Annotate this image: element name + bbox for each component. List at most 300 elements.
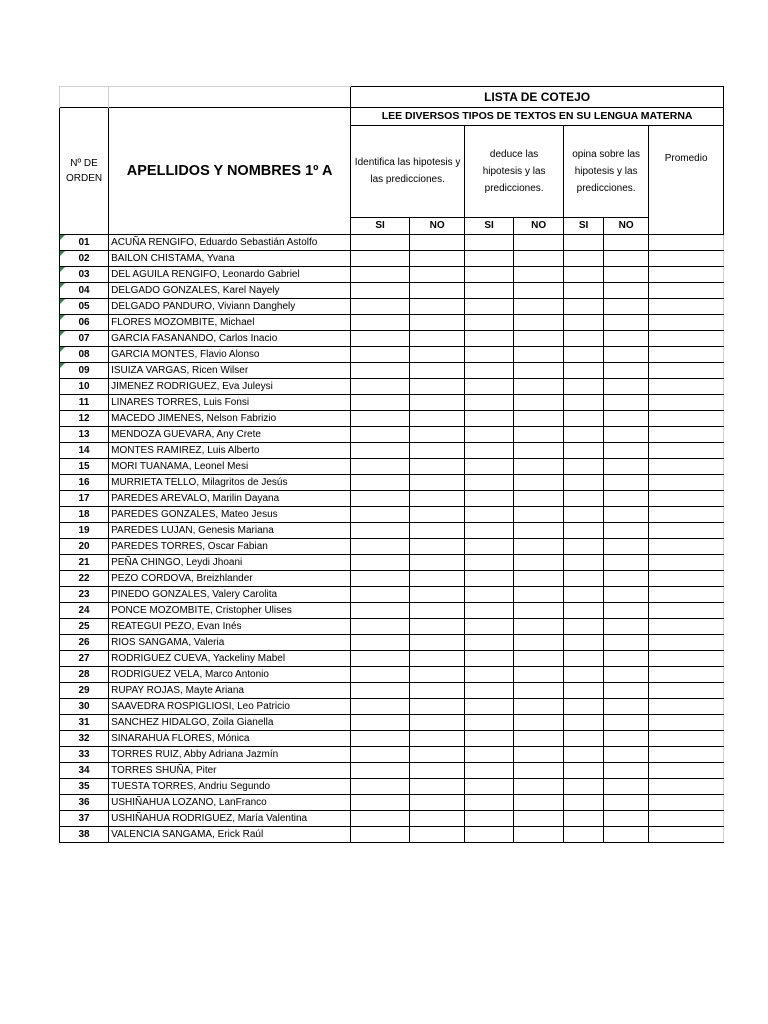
student-name: GARCIA FASANANDO, Carlos Inacio — [109, 331, 351, 347]
promedio-cell[interactable] — [649, 603, 724, 619]
opina-no-cell[interactable] — [604, 651, 649, 667]
opina-si-cell[interactable] — [564, 747, 604, 763]
promedio-cell[interactable] — [649, 267, 724, 283]
opina-no-cell[interactable] — [604, 507, 649, 523]
promedio-cell[interactable] — [649, 811, 724, 827]
deduce-no-cell[interactable] — [514, 795, 564, 811]
deduce-si-cell[interactable] — [465, 715, 514, 731]
row-number: 08 — [60, 347, 109, 363]
opina-si-cell[interactable] — [564, 267, 604, 283]
opina-no-cell[interactable] — [604, 571, 649, 587]
opina-si-cell[interactable] — [564, 443, 604, 459]
deduce-si-cell[interactable] — [465, 763, 514, 779]
deduce-no-cell[interactable] — [514, 715, 564, 731]
identifica-si-cell[interactable] — [351, 827, 410, 843]
opina-si-cell[interactable] — [564, 411, 604, 427]
identifica-no-cell[interactable] — [410, 507, 465, 523]
deduce-si-cell[interactable] — [465, 267, 514, 283]
identifica-no-cell[interactable] — [410, 491, 465, 507]
deduce-si-cell[interactable] — [465, 443, 514, 459]
opina-si-cell[interactable] — [564, 571, 604, 587]
identifica-si-cell[interactable] — [351, 523, 410, 539]
deduce-si-cell[interactable] — [465, 283, 514, 299]
identifica-no-cell[interactable] — [410, 699, 465, 715]
opina-si-cell[interactable] — [564, 827, 604, 843]
identifica-no-cell[interactable] — [410, 267, 465, 283]
promedio-cell[interactable] — [649, 379, 724, 395]
identifica-si-cell[interactable] — [351, 555, 410, 571]
identifica-no-cell[interactable] — [410, 603, 465, 619]
identifica-si-cell[interactable] — [351, 411, 410, 427]
identifica-si-cell[interactable] — [351, 683, 410, 699]
opina-si-cell[interactable] — [564, 795, 604, 811]
identifica-no-cell[interactable] — [410, 235, 465, 251]
opina-si-cell[interactable] — [564, 699, 604, 715]
promedio-cell[interactable] — [649, 523, 724, 539]
promedio-cell[interactable] — [649, 491, 724, 507]
opina-si-cell[interactable] — [564, 251, 604, 267]
opina-no-cell[interactable] — [604, 715, 649, 731]
opina-si-cell[interactable] — [564, 651, 604, 667]
sheet-title: LISTA DE COTEJO — [351, 87, 724, 108]
promedio-cell[interactable] — [649, 619, 724, 635]
deduce-no-cell[interactable] — [514, 555, 564, 571]
deduce-no-cell[interactable] — [514, 251, 564, 267]
identifica-no-cell[interactable] — [410, 411, 465, 427]
identifica-no-cell[interactable] — [410, 763, 465, 779]
row-number: 07 — [60, 331, 109, 347]
opina-si-cell[interactable] — [564, 555, 604, 571]
deduce-no-cell[interactable] — [514, 427, 564, 443]
promedio-cell[interactable] — [649, 587, 724, 603]
deduce-si-cell[interactable] — [465, 555, 514, 571]
identifica-si-cell[interactable] — [351, 603, 410, 619]
promedio-cell[interactable] — [649, 667, 724, 683]
deduce-no-cell[interactable] — [514, 299, 564, 315]
row-number: 22 — [60, 571, 109, 587]
identifica-no-cell[interactable] — [410, 667, 465, 683]
identifica-si-cell[interactable] — [351, 491, 410, 507]
identifica-si-cell[interactable] — [351, 699, 410, 715]
opina-si-cell[interactable] — [564, 475, 604, 491]
opina-si-cell[interactable] — [564, 315, 604, 331]
opina-no-cell[interactable] — [604, 635, 649, 651]
row-number: 34 — [60, 763, 109, 779]
opina-no-cell[interactable] — [604, 555, 649, 571]
identifica-si-cell[interactable] — [351, 347, 410, 363]
opina-no-cell[interactable] — [604, 331, 649, 347]
promedio-cell[interactable] — [649, 683, 724, 699]
identifica-si-cell[interactable] — [351, 731, 410, 747]
deduce-no-cell[interactable] — [514, 347, 564, 363]
table-row — [60, 747, 724, 763]
identifica-si-cell[interactable] — [351, 811, 410, 827]
identifica-no-cell[interactable] — [410, 427, 465, 443]
checklist-table — [59, 86, 724, 843]
identifica-no-cell[interactable] — [410, 587, 465, 603]
deduce-si-cell[interactable] — [465, 667, 514, 683]
identifica-si-cell[interactable] — [351, 507, 410, 523]
deduce-si-cell[interactable] — [465, 411, 514, 427]
opina-si-cell[interactable] — [564, 667, 604, 683]
row-number: 11 — [60, 395, 109, 411]
identifica-no-cell[interactable] — [410, 619, 465, 635]
identifica-si-cell[interactable] — [351, 667, 410, 683]
opina-no-cell[interactable] — [604, 235, 649, 251]
criterion-identifica: Identifica las hipotesis y las predicciones. — [351, 126, 465, 218]
deduce-si-cell[interactable] — [465, 491, 514, 507]
identifica-no-cell[interactable] — [410, 251, 465, 267]
opina-no-cell[interactable] — [604, 699, 649, 715]
identifica-no-cell[interactable] — [410, 827, 465, 843]
identifica-no-cell[interactable] — [410, 651, 465, 667]
opina-si-cell[interactable] — [564, 619, 604, 635]
deduce-si-cell[interactable] — [465, 235, 514, 251]
student-name: ACUÑA RENGIFO, Eduardo Sebastián Astolfo — [109, 235, 351, 251]
identifica-si-cell[interactable] — [351, 315, 410, 331]
identifica-no-cell[interactable] — [410, 795, 465, 811]
deduce-no-cell[interactable] — [514, 523, 564, 539]
deduce-si-cell[interactable] — [465, 299, 514, 315]
promedio-cell[interactable] — [649, 731, 724, 747]
deduce-no-cell[interactable] — [514, 379, 564, 395]
table-row — [60, 475, 724, 491]
opina-no-cell[interactable] — [604, 283, 649, 299]
opina-no-cell[interactable] — [604, 779, 649, 795]
opina-no-cell[interactable] — [604, 539, 649, 555]
promedio-cell[interactable] — [649, 251, 724, 267]
table-row — [60, 363, 724, 379]
identifica-si-cell[interactable] — [351, 283, 410, 299]
opina-si-cell[interactable] — [564, 299, 604, 315]
opina-no-cell[interactable] — [604, 763, 649, 779]
identifica-si-cell[interactable] — [351, 443, 410, 459]
row-number: 37 — [60, 811, 109, 827]
opina-si-cell[interactable] — [564, 811, 604, 827]
promedio-cell[interactable] — [649, 651, 724, 667]
opina-no-cell[interactable] — [604, 747, 649, 763]
opina-si-cell[interactable] — [564, 459, 604, 475]
opina-si-cell[interactable] — [564, 331, 604, 347]
identifica-no-cell[interactable] — [410, 331, 465, 347]
opina-no-cell[interactable] — [604, 411, 649, 427]
deduce-si-cell[interactable] — [465, 635, 514, 651]
identifica-si-cell[interactable] — [351, 619, 410, 635]
opina-no-cell[interactable] — [604, 523, 649, 539]
promedio-cell[interactable] — [649, 747, 724, 763]
identifica-si-cell[interactable] — [351, 651, 410, 667]
opina-no-cell[interactable] — [604, 587, 649, 603]
deduce-si-cell[interactable] — [465, 315, 514, 331]
deduce-no-cell[interactable] — [514, 779, 564, 795]
row-number: 26 — [60, 635, 109, 651]
deduce-no-cell[interactable] — [514, 443, 564, 459]
identifica-si-cell[interactable] — [351, 587, 410, 603]
opina-si-cell[interactable] — [564, 539, 604, 555]
identifica-si-cell[interactable] — [351, 379, 410, 395]
deduce-si-cell[interactable] — [465, 603, 514, 619]
deduce-no-cell[interactable] — [514, 811, 564, 827]
identifica-no-cell[interactable] — [410, 459, 465, 475]
opina-si-cell[interactable] — [564, 427, 604, 443]
opina-si-cell[interactable] — [564, 347, 604, 363]
deduce-no-cell[interactable] — [514, 667, 564, 683]
table-row — [60, 267, 724, 283]
deduce-no-cell[interactable] — [514, 619, 564, 635]
promedio-cell[interactable] — [649, 571, 724, 587]
opina-no-cell[interactable] — [604, 251, 649, 267]
student-name: TORRES SHUÑA, Piter — [109, 763, 351, 779]
identifica-si-cell[interactable] — [351, 395, 410, 411]
opina-no-cell[interactable] — [604, 667, 649, 683]
student-name: MENDOZA GUEVARA, Any Crete — [109, 427, 351, 443]
promedio-cell[interactable] — [649, 699, 724, 715]
deduce-si-cell[interactable] — [465, 779, 514, 795]
deduce-si-cell[interactable] — [465, 475, 514, 491]
deduce-no-cell[interactable] — [514, 763, 564, 779]
promedio-cell[interactable] — [649, 427, 724, 443]
deduce-si-cell[interactable] — [465, 619, 514, 635]
identifica-no-cell[interactable] — [410, 347, 465, 363]
deduce-no-cell[interactable] — [514, 571, 564, 587]
promedio-cell[interactable] — [649, 395, 724, 411]
identifica-no-cell[interactable] — [410, 635, 465, 651]
deduce-si-cell[interactable] — [465, 699, 514, 715]
promedio-cell[interactable] — [649, 363, 724, 379]
si-header: SI — [351, 217, 410, 234]
opina-no-cell[interactable] — [604, 443, 649, 459]
deduce-no-cell[interactable] — [514, 747, 564, 763]
opina-no-cell[interactable] — [604, 827, 649, 843]
identifica-si-cell[interactable] — [351, 267, 410, 283]
row-number: 04 — [60, 283, 109, 299]
promedio-cell[interactable] — [649, 507, 724, 523]
deduce-si-cell[interactable] — [465, 747, 514, 763]
identifica-no-cell[interactable] — [410, 731, 465, 747]
identifica-si-cell[interactable] — [351, 299, 410, 315]
identifica-no-cell[interactable] — [410, 747, 465, 763]
opina-no-cell[interactable] — [604, 459, 649, 475]
opina-si-cell[interactable] — [564, 523, 604, 539]
row-number: 12 — [60, 411, 109, 427]
promedio-cell[interactable] — [649, 539, 724, 555]
student-name: TUESTA TORRES, Andriu Segundo — [109, 779, 351, 795]
student-name: PAREDES LUJAN, Genesis Mariana — [109, 523, 351, 539]
deduce-si-cell[interactable] — [465, 571, 514, 587]
promedio-cell[interactable] — [649, 475, 724, 491]
identifica-si-cell[interactable] — [351, 363, 410, 379]
identifica-no-cell[interactable] — [410, 715, 465, 731]
promedio-cell[interactable] — [649, 331, 724, 347]
opina-no-cell[interactable] — [604, 267, 649, 283]
deduce-no-cell[interactable] — [514, 315, 564, 331]
opina-no-cell[interactable] — [604, 603, 649, 619]
promedio-cell[interactable] — [649, 459, 724, 475]
deduce-si-cell[interactable] — [465, 811, 514, 827]
deduce-no-cell[interactable] — [514, 635, 564, 651]
promedio-cell[interactable] — [649, 411, 724, 427]
opina-no-cell[interactable] — [604, 619, 649, 635]
promedio-cell[interactable] — [649, 235, 724, 251]
opina-no-cell[interactable] — [604, 491, 649, 507]
opina-si-cell[interactable] — [564, 363, 604, 379]
deduce-no-cell[interactable] — [514, 683, 564, 699]
deduce-no-cell[interactable] — [514, 267, 564, 283]
identifica-si-cell[interactable] — [351, 539, 410, 555]
identifica-no-cell[interactable] — [410, 571, 465, 587]
deduce-si-cell[interactable] — [465, 827, 514, 843]
opina-no-cell[interactable] — [604, 683, 649, 699]
promedio-cell[interactable] — [649, 635, 724, 651]
promedio-cell[interactable] — [649, 283, 724, 299]
opina-si-cell[interactable] — [564, 763, 604, 779]
deduce-si-cell[interactable] — [465, 651, 514, 667]
deduce-si-cell[interactable] — [465, 331, 514, 347]
identifica-no-cell[interactable] — [410, 363, 465, 379]
student-name: MACEDO JIMENES, Nelson Fabrizio — [109, 411, 351, 427]
table-row — [60, 331, 724, 347]
opina-si-cell[interactable] — [564, 635, 604, 651]
opina-si-cell[interactable] — [564, 715, 604, 731]
identifica-no-cell[interactable] — [410, 539, 465, 555]
identifica-si-cell[interactable] — [351, 427, 410, 443]
identifica-si-cell[interactable] — [351, 251, 410, 267]
identifica-si-cell[interactable] — [351, 635, 410, 651]
deduce-no-cell[interactable] — [514, 699, 564, 715]
deduce-si-cell[interactable] — [465, 363, 514, 379]
deduce-no-cell[interactable] — [514, 507, 564, 523]
opina-si-cell[interactable] — [564, 491, 604, 507]
promedio-cell[interactable] — [649, 299, 724, 315]
promedio-cell[interactable] — [649, 827, 724, 843]
opina-si-cell[interactable] — [564, 395, 604, 411]
identifica-no-cell[interactable] — [410, 315, 465, 331]
identifica-si-cell[interactable] — [351, 571, 410, 587]
deduce-si-cell[interactable] — [465, 795, 514, 811]
identifica-no-cell[interactable] — [410, 555, 465, 571]
promedio-cell[interactable] — [649, 779, 724, 795]
identifica-no-cell[interactable] — [410, 299, 465, 315]
row-number: 25 — [60, 619, 109, 635]
deduce-si-cell[interactable] — [465, 587, 514, 603]
opina-no-cell[interactable] — [604, 427, 649, 443]
deduce-si-cell[interactable] — [465, 539, 514, 555]
opina-no-cell[interactable] — [604, 347, 649, 363]
identifica-no-cell[interactable] — [410, 475, 465, 491]
deduce-no-cell[interactable] — [514, 363, 564, 379]
deduce-si-cell[interactable] — [465, 395, 514, 411]
deduce-no-cell[interactable] — [514, 475, 564, 491]
promedio-cell[interactable] — [649, 795, 724, 811]
identifica-si-cell[interactable] — [351, 779, 410, 795]
promedio-cell[interactable] — [649, 715, 724, 731]
deduce-si-cell[interactable] — [465, 507, 514, 523]
opina-no-cell[interactable] — [604, 795, 649, 811]
opina-si-cell[interactable] — [564, 283, 604, 299]
identifica-si-cell[interactable] — [351, 763, 410, 779]
identifica-no-cell[interactable] — [410, 779, 465, 795]
identifica-no-cell[interactable] — [410, 283, 465, 299]
deduce-si-cell[interactable] — [465, 379, 514, 395]
identifica-no-cell[interactable] — [410, 395, 465, 411]
row-number: 38 — [60, 827, 109, 843]
identifica-si-cell[interactable] — [351, 747, 410, 763]
opina-si-cell[interactable] — [564, 587, 604, 603]
opina-si-cell[interactable] — [564, 779, 604, 795]
deduce-si-cell[interactable] — [465, 523, 514, 539]
identifica-si-cell[interactable] — [351, 715, 410, 731]
deduce-si-cell[interactable] — [465, 427, 514, 443]
identifica-no-cell[interactable] — [410, 811, 465, 827]
deduce-si-cell[interactable] — [465, 731, 514, 747]
opina-no-cell[interactable] — [604, 475, 649, 491]
identifica-si-cell[interactable] — [351, 459, 410, 475]
identifica-si-cell[interactable] — [351, 795, 410, 811]
opina-si-cell[interactable] — [564, 603, 604, 619]
deduce-no-cell[interactable] — [514, 603, 564, 619]
deduce-si-cell[interactable] — [465, 251, 514, 267]
opina-no-cell[interactable] — [604, 811, 649, 827]
identifica-no-cell[interactable] — [410, 523, 465, 539]
deduce-no-cell[interactable] — [514, 235, 564, 251]
table-row — [60, 411, 724, 427]
table-row — [60, 731, 724, 747]
opina-no-cell[interactable] — [604, 379, 649, 395]
identifica-no-cell[interactable] — [410, 443, 465, 459]
opina-si-cell[interactable] — [564, 683, 604, 699]
table-row — [60, 555, 724, 571]
deduce-no-cell[interactable] — [514, 539, 564, 555]
row-number: 30 — [60, 699, 109, 715]
opina-si-cell[interactable] — [564, 731, 604, 747]
identifica-si-cell[interactable] — [351, 475, 410, 491]
deduce-no-cell[interactable] — [514, 731, 564, 747]
opina-no-cell[interactable] — [604, 731, 649, 747]
opina-si-cell[interactable] — [564, 379, 604, 395]
promedio-cell[interactable] — [649, 763, 724, 779]
deduce-si-cell[interactable] — [465, 347, 514, 363]
promedio-cell[interactable] — [649, 347, 724, 363]
promedio-cell[interactable] — [649, 315, 724, 331]
deduce-no-cell[interactable] — [514, 827, 564, 843]
opina-no-cell[interactable] — [604, 395, 649, 411]
table-row — [60, 299, 724, 315]
promedio-cell[interactable] — [649, 443, 724, 459]
deduce-si-cell[interactable] — [465, 683, 514, 699]
identifica-si-cell[interactable] — [351, 331, 410, 347]
opina-no-cell[interactable] — [604, 315, 649, 331]
deduce-no-cell[interactable] — [514, 491, 564, 507]
deduce-si-cell[interactable] — [465, 459, 514, 475]
deduce-no-cell[interactable] — [514, 587, 564, 603]
opina-si-cell[interactable] — [564, 507, 604, 523]
deduce-no-cell[interactable] — [514, 651, 564, 667]
deduce-no-cell[interactable] — [514, 283, 564, 299]
table-row — [60, 635, 724, 651]
opina-no-cell[interactable] — [604, 363, 649, 379]
opina-si-cell[interactable] — [564, 235, 604, 251]
deduce-no-cell[interactable] — [514, 459, 564, 475]
promedio-cell[interactable] — [649, 555, 724, 571]
deduce-no-cell[interactable] — [514, 331, 564, 347]
identifica-no-cell[interactable] — [410, 379, 465, 395]
opina-no-cell[interactable] — [604, 299, 649, 315]
si-header: SI — [564, 217, 604, 234]
deduce-no-cell[interactable] — [514, 411, 564, 427]
identifica-no-cell[interactable] — [410, 683, 465, 699]
identifica-si-cell[interactable] — [351, 235, 410, 251]
deduce-no-cell[interactable] — [514, 395, 564, 411]
